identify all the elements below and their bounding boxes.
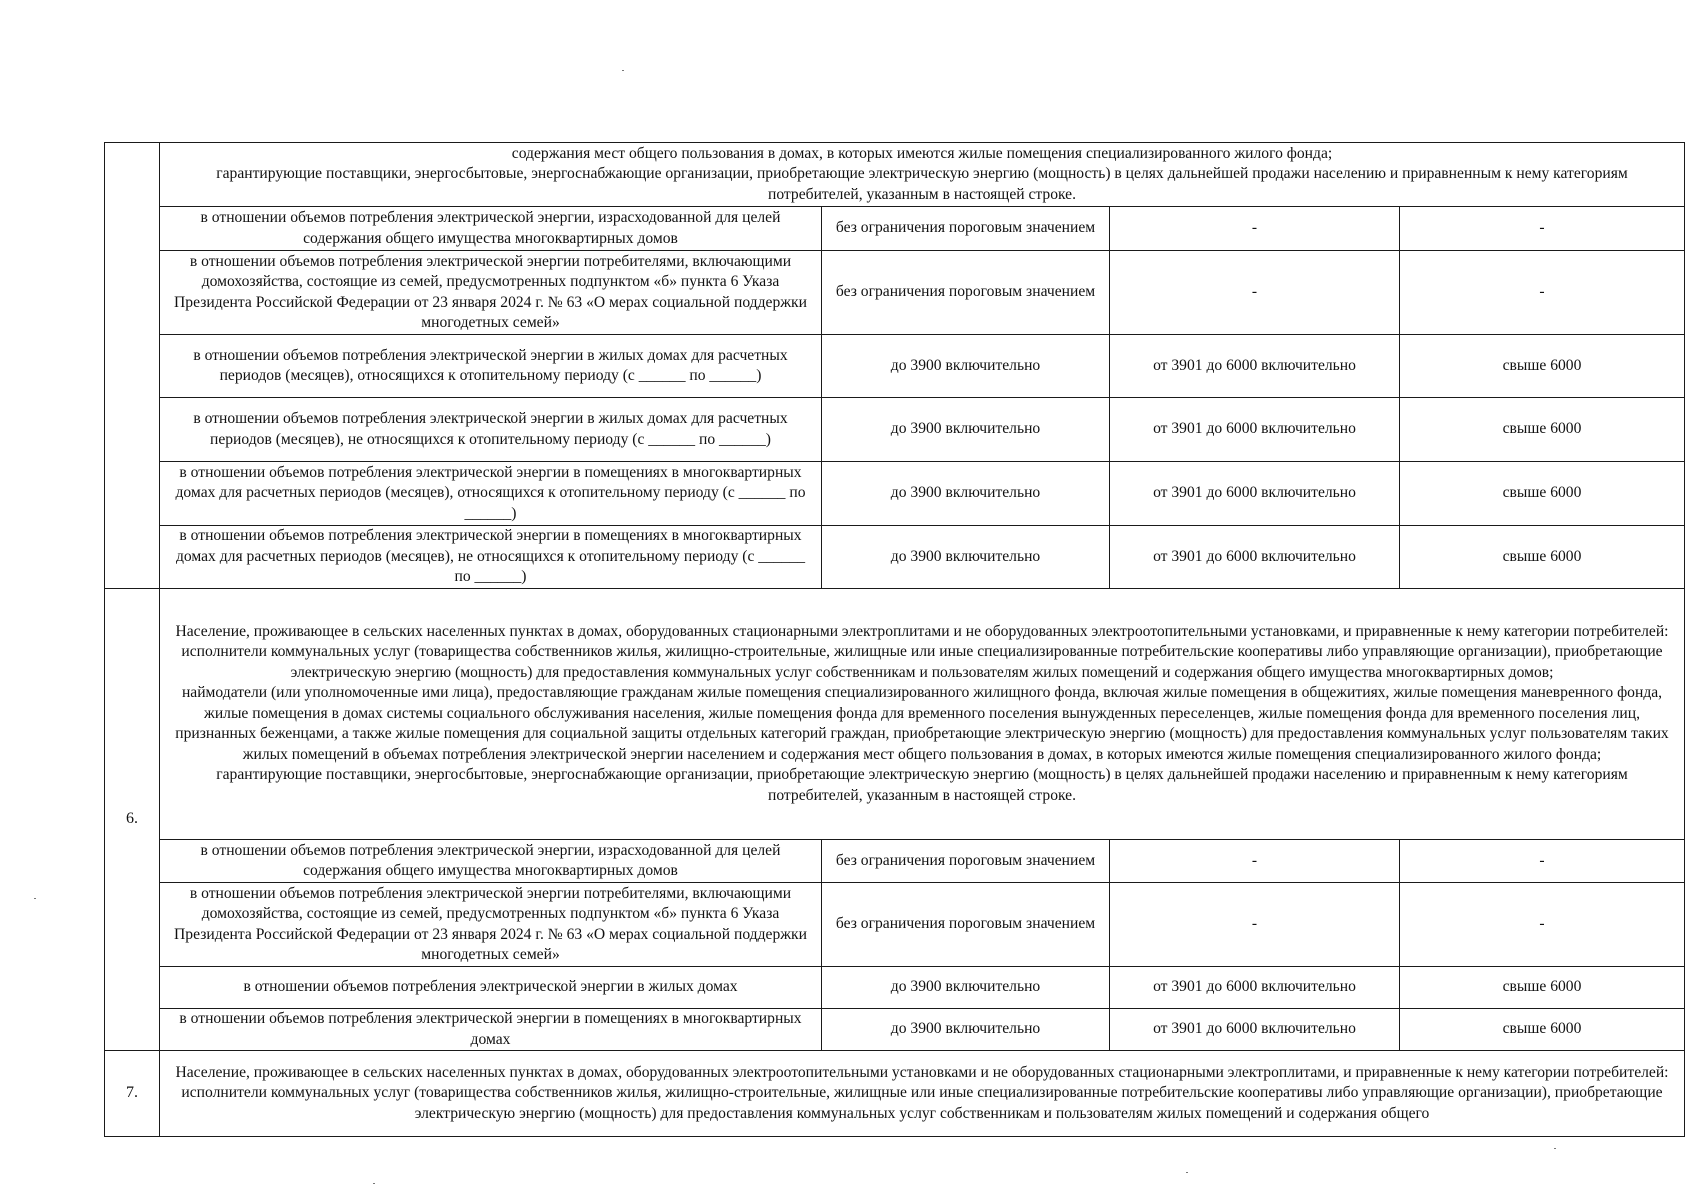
desc-cell: в отношении объемов потребления электрической энергии, израсходованной для целей содержания общего имущества многоквартирных домов xyxy=(160,207,822,251)
range3-cell: свыше 6000 xyxy=(1400,967,1685,1009)
range1-cell: до 3900 включительно xyxy=(822,526,1110,589)
block7-header-row xyxy=(105,1051,1685,1137)
scan-speck xyxy=(1554,1148,1556,1149)
block6-header-line-4: гарантирующие поставщики, энергосбытовые, энергоснабжающие организации, приобретающие электрическую энергию (мощность) в целях дальнейшей продажи населению и приравненным к нему категориям потребителей, указанным в настоящей строке. xyxy=(216,766,1628,804)
block6-header-cell xyxy=(160,589,1685,840)
range2-cell: от 3901 до 6000 включительно xyxy=(1110,1009,1400,1051)
desc-cell: в отношении объемов потребления электрической энергии потребителями, включающими домохозяйства, состоящие из семей, предусмотренных подпунктом «б» пункта 6 Указа Президента Российской Федерации от 23 января 2024 г. № 63 «О мерах социальной поддержки многодетных семей» xyxy=(160,883,822,967)
desc-cell: в отношении объемов потребления электрической энергии в помещениях в многоквартирных домах для расчетных периодов (месяцев), не относящихся к отопительному периоду (с ______ по ______) xyxy=(160,526,822,589)
row-number-7: 7. xyxy=(105,1051,160,1137)
range3-cell: - xyxy=(1400,207,1685,251)
block7-header-line-2: исполнители коммунальных услуг (товарищества собственников жилья, жилищно-строительные, жилищные или иные специализированные потребительские кооперативы либо управляющие организации), приобретающие электрическую энергию (мощность) для предоставления коммунальных услуг собственникам и пользователям жилых помещений и содержания общего xyxy=(181,1084,1663,1122)
range3-cell: свыше 6000 xyxy=(1400,1009,1685,1051)
block5-header-cell xyxy=(160,143,1685,207)
block7-header-line-1: Население, проживающее в сельских населенных пунктах в домах, оборудованных электроотопительными установками и не оборудованных стационарными электроплитами, и приравненные к нему категории потребителей: xyxy=(175,1063,1669,1081)
range1-cell: без ограничения пороговым значением xyxy=(822,883,1110,967)
scan-speck xyxy=(34,898,36,899)
range1-cell: без ограничения пороговым значением xyxy=(822,840,1110,883)
range3-cell: свыше 6000 xyxy=(1400,462,1685,526)
desc-cell: в отношении объемов потребления электрической энергии в жилых домах для расчетных периодов (месяцев), не относящихся к отопительному периоду (с ______ по ______) xyxy=(160,398,822,462)
block7-header-cell xyxy=(160,1051,1685,1137)
block5-header-row xyxy=(105,143,1685,207)
desc-cell: в отношении объемов потребления электрической энергии в жилых домах xyxy=(160,967,822,1009)
range1-cell: без ограничения пороговым значением xyxy=(822,251,1110,335)
range2-cell: - xyxy=(1110,883,1400,967)
range2-cell: - xyxy=(1110,251,1400,335)
scan-speck xyxy=(622,70,624,71)
range1-cell: до 3900 включительно xyxy=(822,398,1110,462)
table-row xyxy=(105,526,1685,589)
table-row xyxy=(105,883,1685,967)
range1-cell: до 3900 включительно xyxy=(822,462,1110,526)
tariff-table xyxy=(104,142,1685,1137)
desc-cell: в отношении объемов потребления электрической энергии потребителями, включающими домохозяйства, состоящие из семей, предусмотренных подпунктом «б» пункта 6 Указа Президента Российской Федерации от 23 января 2024 г. № 63 «О мерах социальной поддержки многодетных семей» xyxy=(160,251,822,335)
range1-cell: до 3900 включительно xyxy=(822,1009,1110,1051)
range1-cell: до 3900 включительно xyxy=(822,967,1110,1009)
desc-cell: в отношении объемов потребления электрической энергии в помещениях в многоквартирных домах xyxy=(160,1009,822,1051)
row-number-6: 6. xyxy=(105,589,160,1051)
desc-cell: в отношении объемов потребления электрической энергии в помещениях в многоквартирных домах для расчетных периодов (месяцев), относящихся к отопительному периоду (с ______ по ______) xyxy=(160,462,822,526)
range2-cell: от 3901 до 6000 включительно xyxy=(1110,462,1400,526)
block6-header-line-1: Население, проживающее в сельских населенных пунктах в домах, оборудованных стационарными электроплитами и не оборудованных электроотопительными установками, и приравненные к нему категории потребителей: xyxy=(175,622,1669,640)
range3-cell: - xyxy=(1400,883,1685,967)
range2-cell: от 3901 до 6000 включительно xyxy=(1110,967,1400,1009)
range3-cell: свыше 6000 xyxy=(1400,335,1685,398)
block5-header-line-1: содержания мест общего пользования в домах, в которых имеются жилые помещения специализированного жилого фонда; xyxy=(511,144,1333,162)
block6-header-line-3: наймодатели (или уполномоченные ими лица), предоставляющие гражданам жилые помещения специализированного жилищного фонда, включая жилые помещения в общежитиях, жилые помещения маневренного фонда, жилые помещения в домах системы социального обслуживания населения, жилые помещения фонда для временного поселения вынужденных переселенцев, жилые помещения фонда для временного поселения лиц, признанных беженцами, а также жилые помещения для социальной защиты отдельных категорий граждан, приобретающие электрическую энергию (мощность) для предоставления коммунальных услуг пользователям таких жилых помещений в объемах потребления электрической энергии населением и содержания мест общего пользования в домах, в которых имеются жилые помещения специализированного жилого фонда; xyxy=(175,684,1669,763)
table-row xyxy=(105,1009,1685,1051)
range2-cell: - xyxy=(1110,207,1400,251)
range3-cell: - xyxy=(1400,251,1685,335)
range2-cell: от 3901 до 6000 включительно xyxy=(1110,526,1400,589)
range1-cell: до 3900 включительно xyxy=(822,335,1110,398)
block6-header-row xyxy=(105,589,1685,840)
table-row xyxy=(105,335,1685,398)
block5-header-line-2: гарантирующие поставщики, энергосбытовые, энергоснабжающие организации, приобретающие электрическую энергию (мощность) в целях дальнейшей продажи населению и приравненным к нему категориям потребителей, указанным в настоящей строке. xyxy=(216,165,1628,203)
table-row xyxy=(105,462,1685,526)
table-row xyxy=(105,398,1685,462)
scan-speck xyxy=(373,1183,375,1184)
block6-header-line-2: исполнители коммунальных услуг (товарищества собственников жилья, жилищно-строительные, жилищные или иные специализированные потребительские кооперативы либо управляющие организации), приобретающие электрическую энергию (мощность) для предоставления коммунальных услуг собственникам и пользователям жилых помещений и содержания общего имущества многоквартирных домов; xyxy=(181,643,1663,681)
desc-cell: в отношении объемов потребления электрической энергии в жилых домах для расчетных периодов (месяцев), относящихся к отопительному периоду (с ______ по ______) xyxy=(160,335,822,398)
table-row xyxy=(105,251,1685,335)
range3-cell: - xyxy=(1400,840,1685,883)
scan-speck xyxy=(1186,1172,1188,1173)
range2-cell: - xyxy=(1110,840,1400,883)
range3-cell: свыше 6000 xyxy=(1400,526,1685,589)
range1-cell: без ограничения пороговым значением xyxy=(822,207,1110,251)
range3-cell: свыше 6000 xyxy=(1400,398,1685,462)
desc-cell: в отношении объемов потребления электрической энергии, израсходованной для целей содержания общего имущества многоквартирных домов xyxy=(160,840,822,883)
table-row xyxy=(105,840,1685,883)
row-number-cell-continued xyxy=(105,143,160,589)
table-row xyxy=(105,207,1685,251)
table-row xyxy=(105,967,1685,1009)
range2-cell: от 3901 до 6000 включительно xyxy=(1110,398,1400,462)
range2-cell: от 3901 до 6000 включительно xyxy=(1110,335,1400,398)
